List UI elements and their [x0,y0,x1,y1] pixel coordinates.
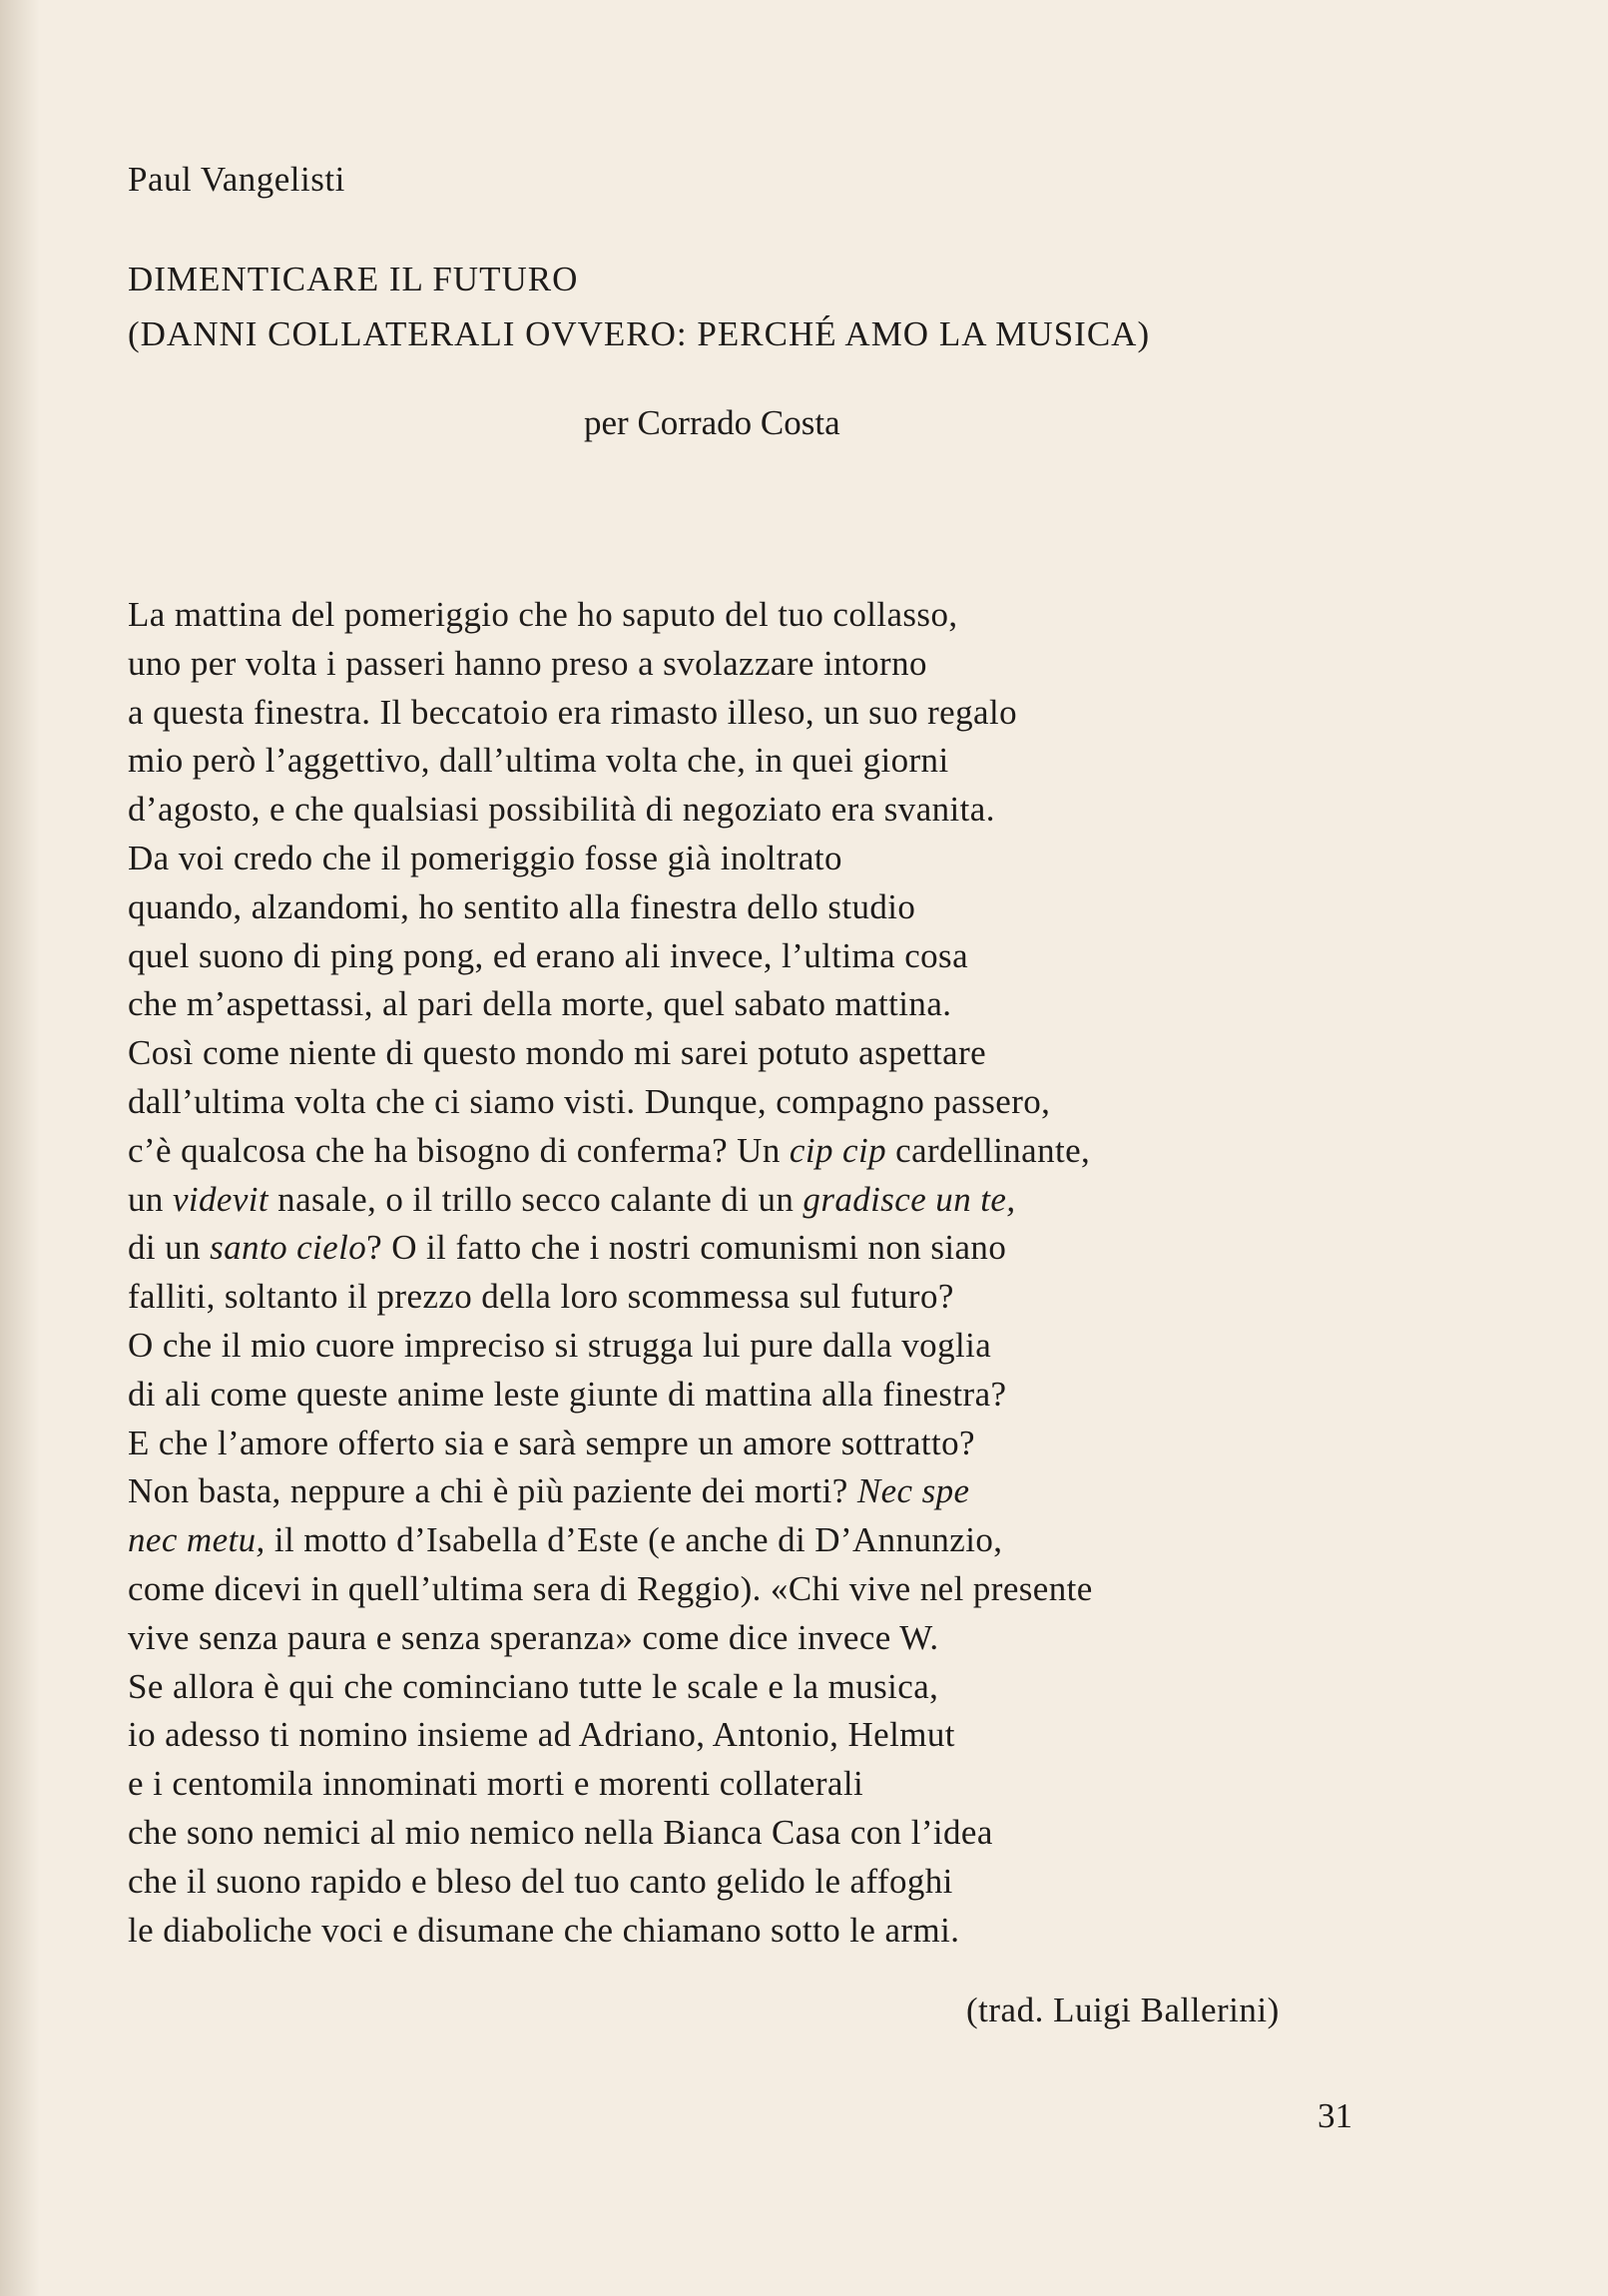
poem-text: Non basta, neppure a chi è più paziente dei morti? [128,1471,857,1511]
poem-line: vive senza paura e senza speranza» come dice invece W. [128,1617,939,1657]
poem-line [128,1127,1425,1176]
poem-text: di un [128,1228,211,1268]
poem-line: uno per volta i passeri hanno preso a svolazzare intorno [128,643,927,683]
poem-text: nasale, o il trillo secco calante di un [268,1179,804,1219]
poem-line: E che l’amore offerto sia e sarà sempre un amore sottratto? [128,1423,975,1462]
poem-line: La mattina del pomeriggio che ho saputo del tuo collasso, [128,595,958,634]
poem-line: Da voi credo che il pomeriggio fosse già inoltrato [128,838,842,877]
poem-line [128,1467,1425,1516]
poem-text: un [128,1179,173,1219]
poem-text: c’è qualcosa che ha bisogno di conferma? Un [128,1130,790,1170]
poem-line [128,1224,1425,1273]
author-name: Paul Vangelisti [128,160,345,199]
poem-line [128,1516,1425,1565]
title-line-2: (DANNI COLLATERALI OVVERO: PERCHÉ AMO LA MUSICA) [128,314,1151,353]
poem-line: quando, alzandomi, ho sentito alla finestra dello studio [128,886,916,926]
poem-line: che il suono rapido e bleso del tuo canto gelido le affoghi [128,1861,953,1901]
translator-credit: (trad. Luigi Ballerini) [966,1991,1280,2029]
poem-italic-text: nec metu, [128,1520,266,1560]
poem-body [128,591,1425,1955]
poem-line: io adesso ti nomino insieme ad Adriano, Antonio, Helmut [128,1715,955,1755]
poem-title [128,252,1150,361]
poem-italic-text: gradisce un te, [803,1179,1016,1219]
poem-line: di ali come queste anime leste giunte di mattina alla finestra? [128,1374,1007,1414]
title-line-1: DIMENTICARE IL FUTURO [128,260,579,298]
poem-line: Se allora è qui che cominciano tutte le scale e la musica, [128,1666,939,1706]
poem-line: d’agosto, e che qualsiasi possibilità di negoziato era svanita. [128,790,995,830]
poem-line: falliti, soltanto il prezzo della loro scommessa sul futuro? [128,1277,954,1317]
page-number: 31 [1318,2096,1352,2135]
poem-text: cardellinante, [885,1130,1091,1170]
poem-text: ? O il fatto che i nostri comunismi non siano [366,1228,1007,1268]
poem-text: il motto d’Isabella d’Este (e anche di D’Annunzio, [265,1520,1003,1560]
poem-line: che sono nemici al mio nemico nella Bianca Casa con l’idea [128,1812,993,1852]
dedication: per Corrado Costa [584,403,840,442]
poem-line: a questa finestra. Il beccatoio era rimasto illeso, un suo regalo [128,692,1017,732]
poem-line: e i centomila innominati morti e morenti collaterali [128,1764,864,1804]
poem-line: O che il mio cuore impreciso si strugga lui pure dalla voglia [128,1325,992,1365]
poem-line: Così come niente di questo mondo mi sarei potuto aspettare [128,1033,987,1073]
poem-line: le diaboliche voci e disumane che chiamano sotto le armi. [128,1910,960,1950]
poem-line: come dicevi in quell’ultima sera di Reggio). «Chi vive nel presente [128,1568,1093,1608]
poem-italic-text: cip cip [789,1130,886,1170]
poem-line: che m’aspettassi, al pari della morte, quel sabato mattina. [128,984,952,1024]
poem-italic-text: Nec spe [856,1471,970,1511]
poem-line: mio però l’aggettivo, dall’ultima volta che, in quei giorni [128,741,949,781]
poem-line [128,1176,1425,1225]
poem-line: dall’ultima volta che ci siamo visti. Dunque, compagno passero, [128,1081,1051,1121]
poem-line: quel suono di ping pong, ed erano ali invece, l’ultima cosa [128,935,968,975]
poem-italic-text: santo cielo [210,1228,367,1268]
poem-italic-text: videvit [172,1179,269,1219]
page-edge-shadow [0,0,40,2296]
